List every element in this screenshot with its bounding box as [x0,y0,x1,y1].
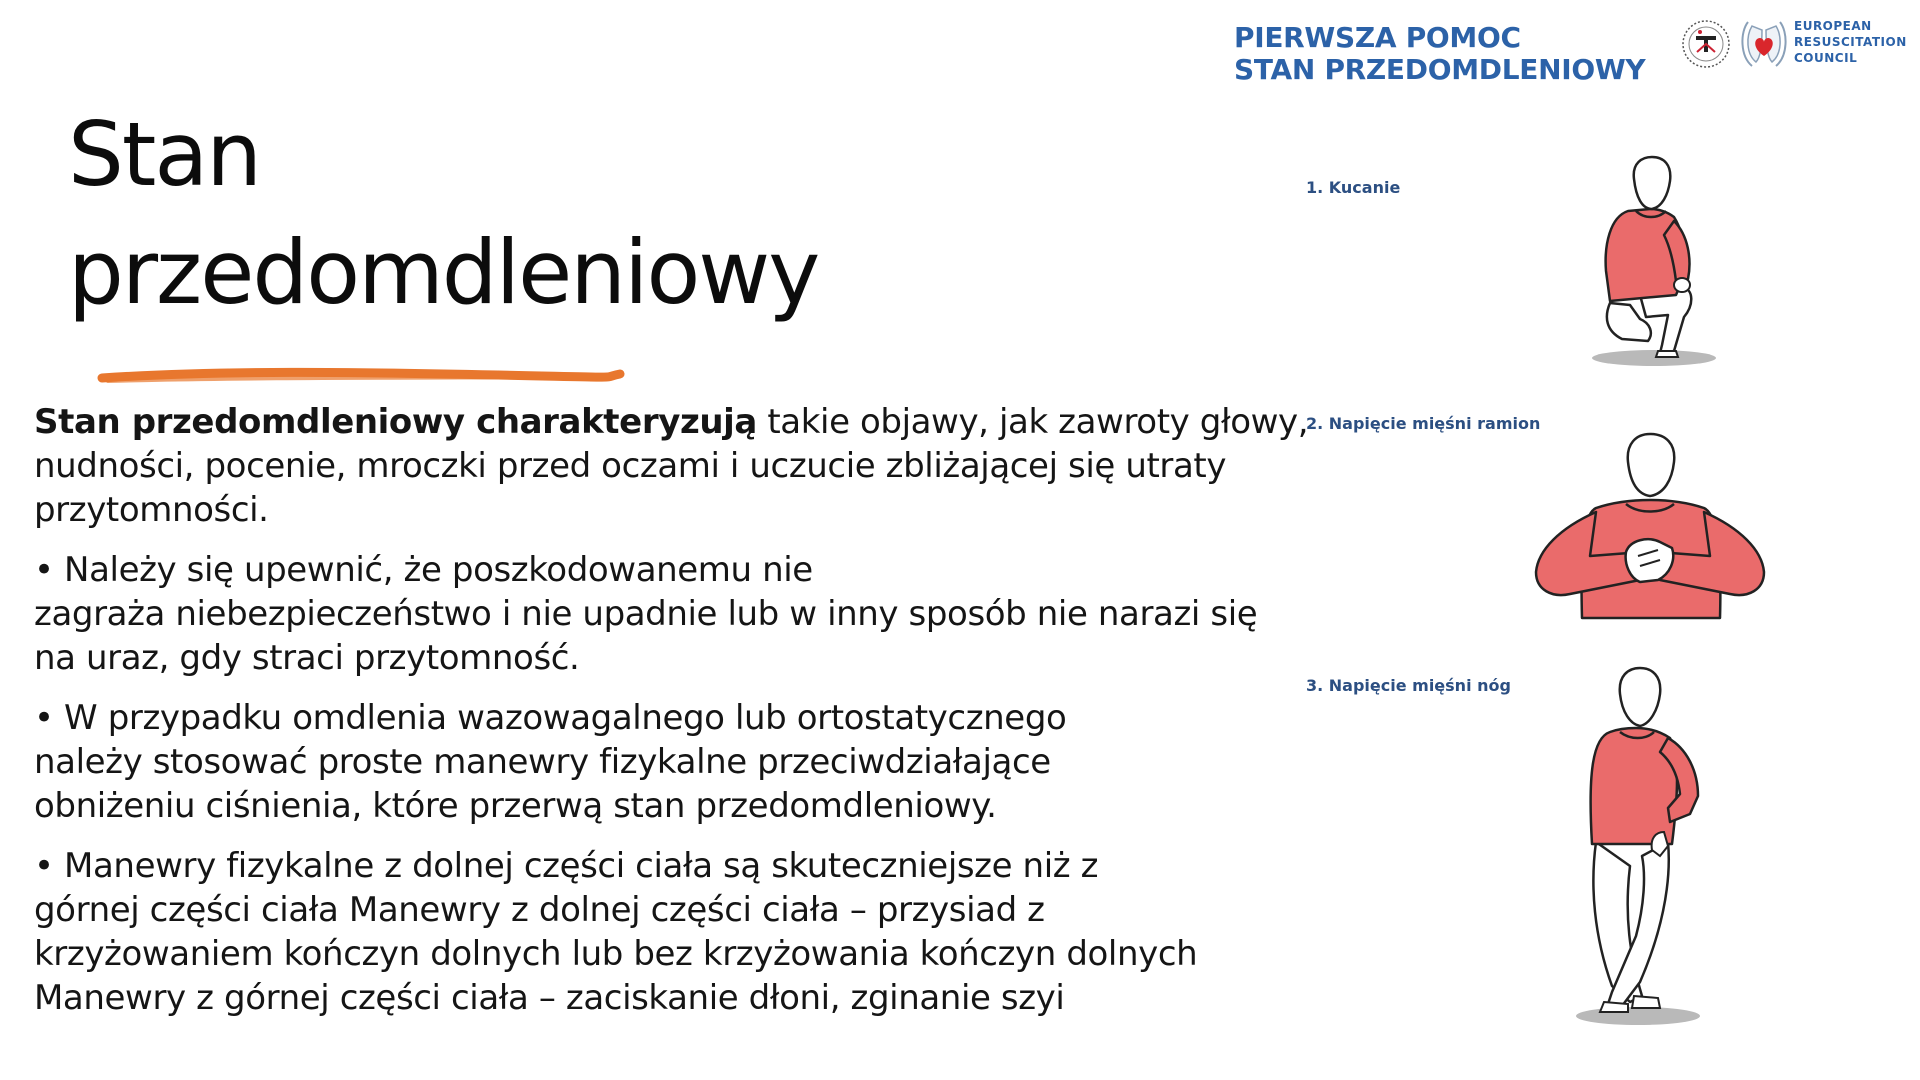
text-line: na uraz, gdy straci przytomność. [34,638,580,678]
text-line: • Należy się upewnić, że poszkodowanemu nie [34,550,813,590]
logo-group [1680,14,1920,74]
heading-line-1: PIERWSZA POMOC [1234,21,1521,54]
erc-logo-icon [1738,16,1790,72]
infographic-heading [1234,22,1645,86]
text-line: • W przypadku omdlenia wazowagalnego lub ortostatycznego [34,698,1067,738]
bullet-effectiveness [34,844,1198,1020]
bullet-safety [34,548,1258,680]
heading-line-2: STAN PRZEDOMDLENIOWY [1234,53,1646,86]
text-line: krzyżowaniem kończyn dolnych lub bez krzyżowania kończyn dolnych [34,934,1198,974]
text-line: Manewry z górnej części ciała – zaciskanie dłoni, zginanie szyi [34,978,1065,1018]
step-label-arms: 2. Napięcie mięśni ramion [1306,414,1541,433]
org-line-1: EUROPEAN [1794,19,1872,33]
paragraph-definition [34,400,1309,532]
text-line: • Manewry fizykalne z dolnej części ciała są skuteczniejsze niż z [34,846,1099,886]
bold-lead: Stan przedomdleniowy charakteryzują [34,402,757,442]
squatting-figure-icon [1570,155,1730,370]
text-line: przytomności. [34,490,269,530]
erc-infographic [1220,0,1920,1080]
title-line-2: przedomdleniowy [68,221,819,324]
text-line: zagraża niebezpieczeństwo i nie upadnie lub w inny sposób nie narazi się [34,594,1258,634]
arm-tension-figure-icon [1530,432,1770,622]
text-fragment: takie objawy, jak zawroty głowy, [756,402,1309,442]
content-text [34,400,1309,1040]
bullet-maneuvers [34,696,1184,828]
erc-name-text [1794,18,1907,66]
step-label-legs: 3. Napięcie mięśni nóg [1306,676,1511,695]
title-line-1: Stan [68,103,261,206]
text-line: obniżeniu ciśnienia, które przerwą stan przedomdleniowy. [34,786,997,826]
text-line: górnej części ciała Manewry z dolnej części ciała – przysiad z [34,890,1045,930]
org-line-3: COUNCIL [1794,51,1858,65]
medical-badge-logo-icon [1680,18,1732,70]
title-underline [98,366,624,388]
org-line-2: RESUSCITATION [1794,35,1907,49]
text-line: należy stosować proste manewry fizykalne przeciwdziałające [34,742,1051,782]
leg-crossing-figure-icon [1550,666,1730,1030]
text-line [34,400,1309,444]
text-line: nudności, pocenie, mroczki przed oczami i uczucie zbliżającej się utraty [34,446,1227,486]
page-title [68,96,818,332]
step-label-squat: 1. Kucanie [1306,178,1401,197]
